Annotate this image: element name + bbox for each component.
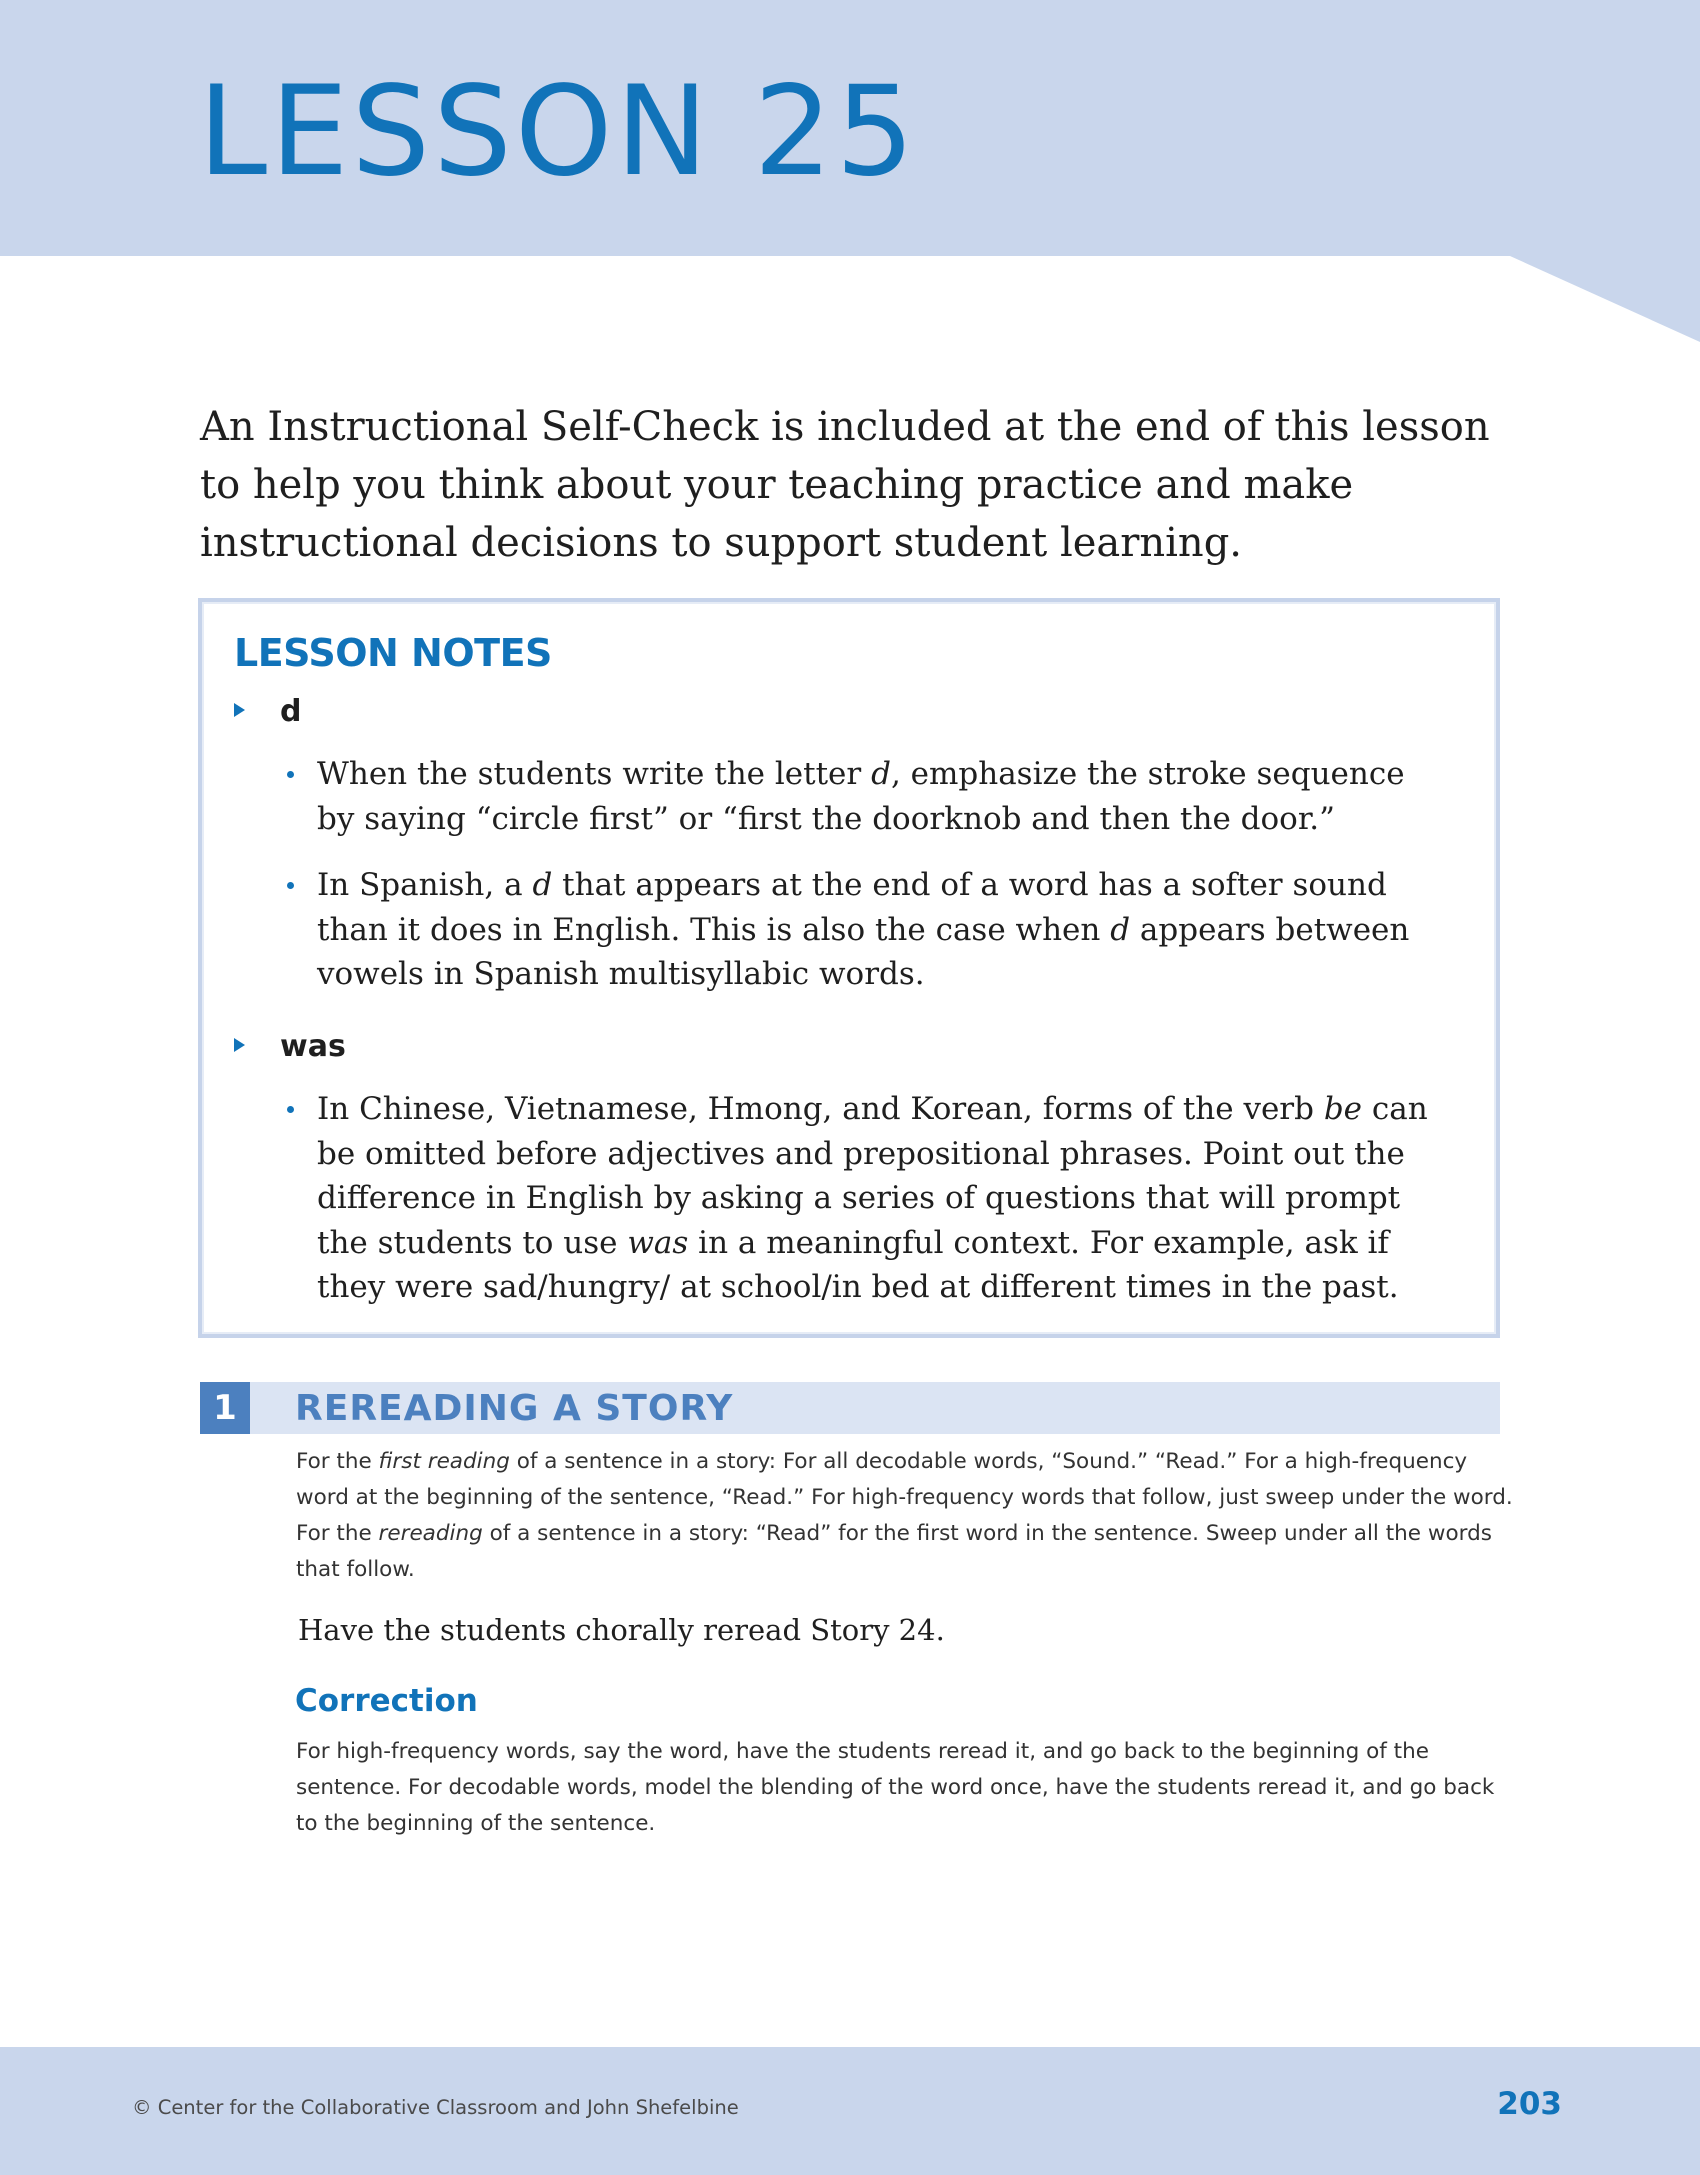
instruction-text: For the [296,1449,379,1474]
note-bullet [317,1087,1447,1310]
teacher-instruction [296,1444,1516,1588]
copyright-text: © Center for the Collaborative Classroom and John Shefelbine [132,2096,739,2119]
bullet-text: In Spanish, a [317,867,533,903]
instruction-text: of a sentence in a story: “Read” for the first word in the sentence. Sweep under all the words that follow. [296,1521,1492,1582]
bullet-text: appears between vowels in Spanish multisyllabic words. [317,911,1410,992]
teacher-script: Have the students chorally reread Story 24. [298,1613,945,1647]
bullet-italic-text: was [627,1224,689,1261]
lesson-notes-title: LESSON NOTES [234,631,552,675]
bullet-text: In Chinese, Vietnamese, Hmong, and Korean, forms of the verb [317,1091,1324,1127]
note-heading-text: d [280,694,302,729]
instruction-italic-text: first reading [378,1449,510,1474]
section-number: 1 [200,1382,250,1434]
note-bullet [317,863,1447,997]
instruction-italic-text: rereading [378,1521,483,1546]
correction-heading: Correction [295,1683,478,1719]
bullet-dot-icon [287,882,294,889]
bullet-italic-text: be [1323,1091,1363,1127]
lesson-title: LESSON 25 [198,60,918,204]
bullet-text: can be omitted before adjectives and prepositional phrases. Point out the difference in English by asking a series of questions that will prompt the students to use [317,1091,1428,1261]
page-number: 203 [1497,2086,1562,2122]
section-title: REREADING A STORY [295,1388,734,1429]
bullet-text: that appears at the end of a word has a softer sound than it does in English. This is also the case when [317,867,1387,948]
bullet-dot-icon [287,771,294,778]
note-heading-d [234,692,301,732]
instruction-text: of a sentence in a story: For all decodable words, “Sound.” “Read.” For a high-frequency word at the beginning of the sentence, “Read.” For high-frequency words that follow, just sweep under the word. For the [296,1449,1513,1546]
triangle-bullet-icon [234,1038,245,1052]
bullet-italic-text: d [532,867,553,903]
intro-paragraph: An Instructional Self-Check is included at the end of this lesson to help you think about your teaching practice and make instructional decisions to support student learning. [200,404,1490,566]
note-heading-was [234,1027,346,1067]
bullet-italic-text: d [871,756,891,792]
bullet-text: , emphasize the stroke sequence by saying “circle first” or “first the doorknob and then the door.” [317,756,1405,837]
bullet-italic-text: d [1110,911,1131,948]
bullet-text: in a meaningful context. For example, ask if they were sad/hungry/ at school/in bed at different times in the past. [317,1224,1399,1305]
triangle-bullet-icon [234,703,245,717]
note-heading-text: was [280,1029,346,1064]
note-bullet [317,752,1447,841]
correction-text: For high-frequency words, say the word, have the students reread it, and go back to the beginning of the sentence. For decodable words, model the blending of the word once, have the students reread it, and go back to the beginning of the sentence. [296,1739,1495,1836]
bullet-dot-icon [287,1106,294,1113]
bullet-text: When the students write the letter [317,756,872,792]
